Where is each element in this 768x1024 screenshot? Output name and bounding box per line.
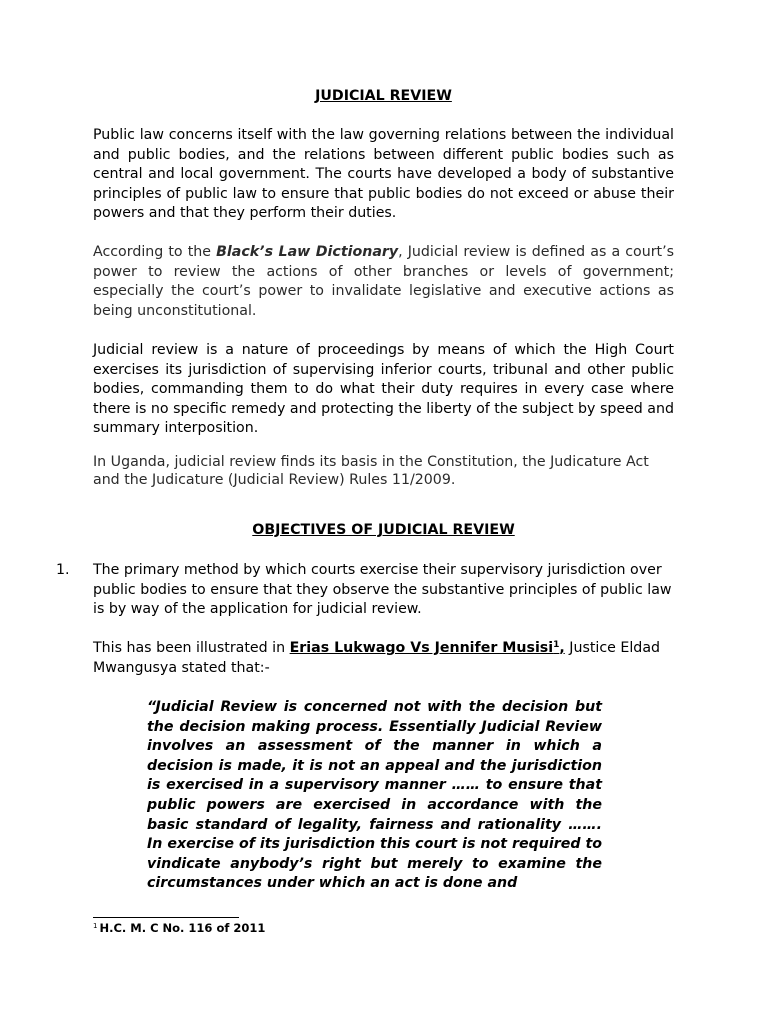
- case-comma: ,: [559, 640, 565, 656]
- paragraph-uganda: In Uganda, judicial review finds its basis in the Constitution, the Judicature Act and the Judicature (Judicial Review) Rules 11/2009.: [93, 454, 649, 488]
- footnote: [93, 921, 265, 936]
- footnote-separator: [93, 917, 239, 918]
- case-citation[interactable]: [290, 640, 565, 656]
- definition-body: , Judicial review is defined as a court’s power to review the actions of other branches or levels of government; especially the court’s power to invalidate legislative and executive actions as being unconstitutional.: [93, 244, 675, 319]
- page-title: JUDICIAL REVIEW: [315, 88, 452, 104]
- definition-intro: According to the: [93, 244, 217, 260]
- list-item-text: The primary method by which courts exercise their supervisory jurisdiction over public bodies to ensure that they observe the substantive principles of public law is by way of the application for judicial review.: [93, 562, 672, 618]
- case-name: Erias Lukwago Vs Jennifer Musisi: [289, 640, 554, 656]
- dictionary-title: Black’s Law Dictionary: [216, 244, 399, 260]
- footnote-marker: 1: [93, 922, 98, 930]
- paragraph-public-law: Public law concerns itself with the law governing relations between the individual and public bodies, and the relations between different public bodies such as central and local government. The courts have developed a body of substantive principles of public law to ensure that public bodies do not exceed or abuse their powers and that they perform their duties.: [93, 127, 674, 222]
- illustration-intro: This has been illustrated in: [93, 640, 290, 656]
- list-number: 1.: [56, 562, 70, 578]
- paragraph-definition: [93, 243, 674, 321]
- section-heading-objectives: OBJECTIVES OF JUDICIAL REVIEW: [252, 522, 515, 538]
- paragraph-nature: Judicial review is a nature of proceedings by means of which the High Court exercises its jurisdiction of supervising inferior courts, tribunal and other public bodies, commanding them to do what their duty requires in every case where there is no specific remedy and protecting the liberty of the subject by speed and summary interposition.: [93, 342, 675, 437]
- paragraph-illustration: [93, 639, 674, 678]
- footnote-reference[interactable]: 1: [553, 640, 560, 650]
- illustration-body: Justice Eldad Mwangusya stated that:-: [93, 640, 661, 676]
- block-quote: “Judicial Review is concerned not with the decision but the decision making process. Essentially Judicial Review involves an assessment of the manner in which a decision is made, it is not an appeal and the jurisdiction is exercised in a supervisory manner …… to ensure that public powers are exercised in accordance with the basic standard of legality, fairness and rationality ……. In exercise of its jurisdiction this court is not required to vindicate anybody’s right but merely to examine the circumstances under which an act is done and: [147, 699, 602, 892]
- footnote-text: H.C. M. C No. 116 of 2011: [99, 921, 266, 935]
